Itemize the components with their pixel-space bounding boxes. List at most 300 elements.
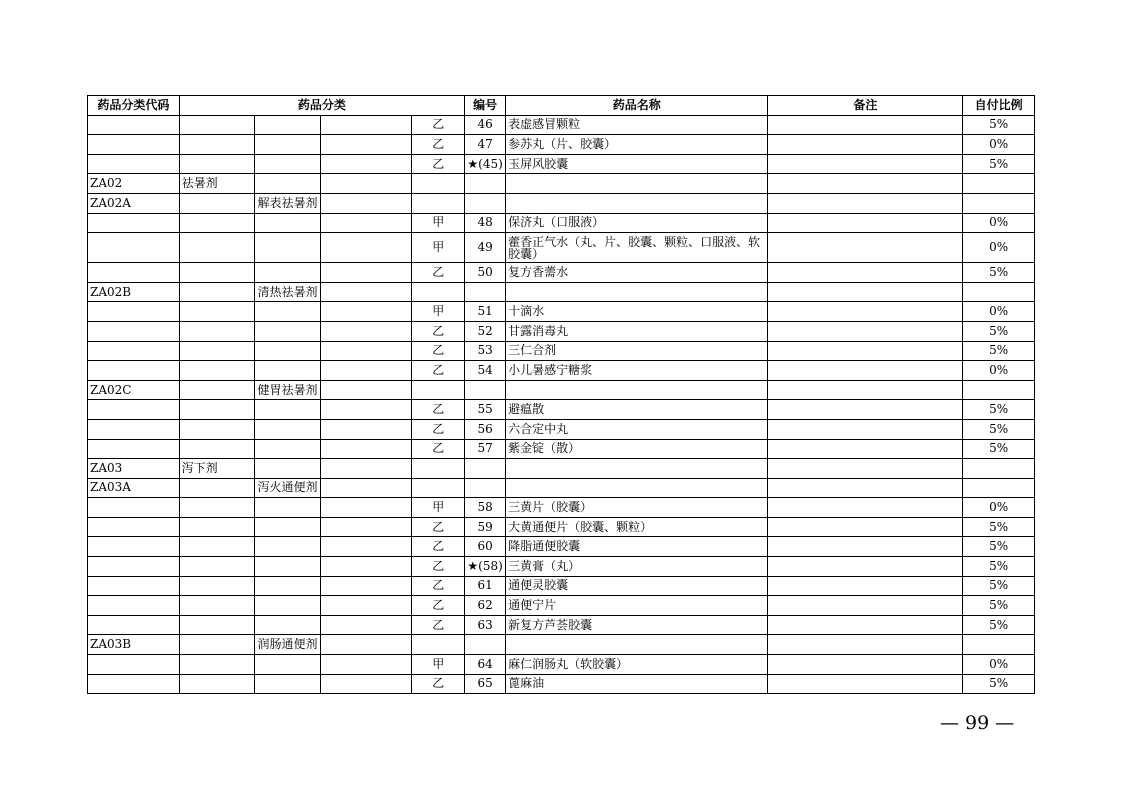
cell-grade: 乙 <box>412 576 465 596</box>
cell-category-level2 <box>255 361 320 381</box>
cell-grade: 乙 <box>412 615 465 635</box>
cell-drug-name: 复方香薷水 <box>506 263 768 283</box>
cell-category-level2 <box>255 302 320 322</box>
cell-remark <box>768 576 963 596</box>
cell-category-level2: 润肠通便剂 <box>255 635 320 655</box>
table-row <box>88 674 1035 694</box>
cell-drug-name: 十滴水 <box>506 302 768 322</box>
cell-code: ZA02B <box>88 282 180 302</box>
table-row <box>88 537 1035 557</box>
table-body <box>88 115 1035 694</box>
cell-category-level1: 泻下剂 <box>179 459 255 479</box>
cell-ratio <box>963 174 1035 194</box>
table-row <box>88 361 1035 381</box>
cell-number: 57 <box>465 439 506 459</box>
cell-category-level3 <box>320 557 412 577</box>
cell-drug-name: 蓖麻油 <box>506 674 768 694</box>
cell-remark <box>768 321 963 341</box>
cell-category-level3 <box>320 596 412 616</box>
cell-remark <box>768 478 963 498</box>
cell-ratio: 0% <box>963 233 1035 263</box>
cell-code <box>88 321 180 341</box>
cell-ratio: 5% <box>963 321 1035 341</box>
table-row <box>88 263 1035 283</box>
cell-category-level2 <box>255 115 320 135</box>
cell-category-level1 <box>179 400 255 420</box>
cell-ratio <box>963 282 1035 302</box>
cell-grade: 乙 <box>412 154 465 174</box>
table-row <box>88 321 1035 341</box>
cell-remark <box>768 115 963 135</box>
cell-number: 63 <box>465 615 506 635</box>
cell-category-level2 <box>255 213 320 233</box>
cell-number: 49 <box>465 233 506 263</box>
cell-ratio: 5% <box>963 154 1035 174</box>
cell-number: 58 <box>465 498 506 518</box>
cell-number: 52 <box>465 321 506 341</box>
cell-number: 47 <box>465 135 506 155</box>
cell-remark <box>768 213 963 233</box>
cell-drug-name: 大黄通便片（胶囊、颗粒） <box>506 517 768 537</box>
cell-category-level3 <box>320 439 412 459</box>
cell-drug-name: 避瘟散 <box>506 400 768 420</box>
cell-remark <box>768 498 963 518</box>
table-row <box>88 400 1035 420</box>
cell-grade: 甲 <box>412 655 465 675</box>
cell-drug-name <box>506 282 768 302</box>
cell-category-level2 <box>255 263 320 283</box>
cell-category-level3 <box>320 635 412 655</box>
table-row <box>88 517 1035 537</box>
cell-remark <box>768 174 963 194</box>
cell-drug-name: 保济丸（口服液） <box>506 213 768 233</box>
cell-category-level2 <box>255 557 320 577</box>
table-row <box>88 341 1035 361</box>
cell-ratio: 5% <box>963 419 1035 439</box>
cell-code <box>88 498 180 518</box>
cell-category-level1 <box>179 615 255 635</box>
cell-drug-name: 通便宁片 <box>506 596 768 616</box>
cell-category-level1 <box>179 135 255 155</box>
cell-category-level3 <box>320 400 412 420</box>
cell-category-level1 <box>179 263 255 283</box>
cell-remark <box>768 439 963 459</box>
cell-remark <box>768 400 963 420</box>
cell-number: 51 <box>465 302 506 322</box>
cell-code: ZA02A <box>88 193 180 213</box>
cell-ratio: 5% <box>963 615 1035 635</box>
cell-category-level2: 清热祛暑剂 <box>255 282 320 302</box>
cell-grade: 甲 <box>412 233 465 263</box>
cell-category-level1 <box>179 674 255 694</box>
cell-category-level2: 泻火通便剂 <box>255 478 320 498</box>
cell-code <box>88 135 180 155</box>
cell-category-level2 <box>255 498 320 518</box>
cell-number: 65 <box>465 674 506 694</box>
cell-drug-name: 新复方芦荟胶囊 <box>506 615 768 635</box>
cell-category-level1 <box>179 635 255 655</box>
cell-remark <box>768 459 963 479</box>
cell-code <box>88 615 180 635</box>
cell-category-level3 <box>320 213 412 233</box>
cell-number <box>465 478 506 498</box>
cell-ratio: 0% <box>963 361 1035 381</box>
cell-category-level3 <box>320 115 412 135</box>
cell-ratio: 0% <box>963 213 1035 233</box>
cell-drug-name: 麻仁润肠丸（软胶囊） <box>506 655 768 675</box>
cell-code: ZA02 <box>88 174 180 194</box>
cell-ratio: 5% <box>963 400 1035 420</box>
cell-code <box>88 302 180 322</box>
cell-category-level3 <box>320 459 412 479</box>
cell-code <box>88 596 180 616</box>
cell-category-level1 <box>179 498 255 518</box>
cell-category-level1: 祛暑剂 <box>179 174 255 194</box>
cell-category-level1 <box>179 419 255 439</box>
cell-drug-name: 通便灵胶囊 <box>506 576 768 596</box>
cell-remark <box>768 263 963 283</box>
cell-remark <box>768 135 963 155</box>
cell-drug-name: 玉屏风胶囊 <box>506 154 768 174</box>
cell-grade: 乙 <box>412 263 465 283</box>
cell-drug-name: 藿香正气水（丸、片、胶囊、颗粒、口服液、软胶囊） <box>506 233 768 263</box>
cell-code <box>88 233 180 263</box>
table-row <box>88 174 1035 194</box>
cell-category-level2: 健胃祛暑剂 <box>255 380 320 400</box>
cell-category-level3 <box>320 576 412 596</box>
cell-code: ZA03A <box>88 478 180 498</box>
cell-category-level2 <box>255 596 320 616</box>
cell-number: ★(45) <box>465 154 506 174</box>
table-row <box>88 135 1035 155</box>
cell-ratio: 5% <box>963 439 1035 459</box>
cell-category-level2 <box>255 321 320 341</box>
cell-grade <box>412 635 465 655</box>
cell-remark <box>768 537 963 557</box>
cell-number: 54 <box>465 361 506 381</box>
table-row <box>88 576 1035 596</box>
table-row <box>88 282 1035 302</box>
table-row <box>88 655 1035 675</box>
cell-ratio: 5% <box>963 576 1035 596</box>
cell-number: 60 <box>465 537 506 557</box>
cell-category-level2 <box>255 517 320 537</box>
cell-number: 48 <box>465 213 506 233</box>
cell-drug-name: 表虚感冒颗粒 <box>506 115 768 135</box>
cell-code <box>88 439 180 459</box>
cell-category-level3 <box>320 302 412 322</box>
cell-remark <box>768 615 963 635</box>
cell-category-level1 <box>179 380 255 400</box>
cell-number: 46 <box>465 115 506 135</box>
table-header-row <box>88 96 1035 116</box>
cell-grade: 乙 <box>412 321 465 341</box>
cell-ratio: 0% <box>963 135 1035 155</box>
cell-number: ★(58) <box>465 557 506 577</box>
header-number: 编号 <box>465 96 506 116</box>
cell-category-level1 <box>179 233 255 263</box>
cell-number <box>465 282 506 302</box>
table-row <box>88 635 1035 655</box>
cell-code <box>88 115 180 135</box>
cell-grade <box>412 459 465 479</box>
cell-category-level1 <box>179 655 255 675</box>
cell-grade: 乙 <box>412 674 465 694</box>
cell-number <box>465 380 506 400</box>
cell-grade <box>412 380 465 400</box>
cell-grade: 甲 <box>412 498 465 518</box>
cell-drug-name: 三黄片（胶囊） <box>506 498 768 518</box>
cell-code: ZA03 <box>88 459 180 479</box>
cell-code: ZA03B <box>88 635 180 655</box>
cell-category-level1 <box>179 154 255 174</box>
cell-ratio <box>963 380 1035 400</box>
cell-number <box>465 174 506 194</box>
cell-grade: 乙 <box>412 115 465 135</box>
cell-category-level2 <box>255 341 320 361</box>
cell-grade: 乙 <box>412 439 465 459</box>
cell-number: 59 <box>465 517 506 537</box>
cell-category-level1 <box>179 321 255 341</box>
cell-category-level3 <box>320 233 412 263</box>
drug-catalog-table <box>87 95 1035 694</box>
cell-category-level3 <box>320 135 412 155</box>
cell-remark <box>768 517 963 537</box>
table-row <box>88 557 1035 577</box>
cell-ratio: 5% <box>963 674 1035 694</box>
cell-remark <box>768 557 963 577</box>
cell-category-level1 <box>179 361 255 381</box>
cell-category-level3 <box>320 282 412 302</box>
cell-code <box>88 154 180 174</box>
cell-category-level2 <box>255 135 320 155</box>
cell-code <box>88 419 180 439</box>
cell-category-level3 <box>320 361 412 381</box>
cell-category-level2: 解表祛暑剂 <box>255 193 320 213</box>
cell-category-level3 <box>320 154 412 174</box>
cell-code <box>88 341 180 361</box>
cell-code <box>88 263 180 283</box>
cell-code <box>88 674 180 694</box>
cell-drug-name: 甘露消毒丸 <box>506 321 768 341</box>
cell-grade <box>412 193 465 213</box>
cell-drug-name <box>506 635 768 655</box>
cell-number: 61 <box>465 576 506 596</box>
table-row <box>88 459 1035 479</box>
cell-category-level3 <box>320 380 412 400</box>
cell-category-level1 <box>179 282 255 302</box>
header-code: 药品分类代码 <box>88 96 180 116</box>
cell-grade: 乙 <box>412 135 465 155</box>
table-row <box>88 498 1035 518</box>
cell-remark <box>768 154 963 174</box>
cell-remark <box>768 419 963 439</box>
cell-remark <box>768 635 963 655</box>
cell-code <box>88 517 180 537</box>
table-row <box>88 193 1035 213</box>
cell-remark <box>768 233 963 263</box>
cell-number: 56 <box>465 419 506 439</box>
cell-category-level1 <box>179 596 255 616</box>
cell-category-level1 <box>179 213 255 233</box>
cell-grade: 乙 <box>412 419 465 439</box>
cell-grade: 甲 <box>412 213 465 233</box>
cell-ratio: 0% <box>963 655 1035 675</box>
cell-category-level3 <box>320 615 412 635</box>
cell-remark <box>768 302 963 322</box>
cell-category-level1 <box>179 302 255 322</box>
header-remark: 备注 <box>768 96 963 116</box>
cell-remark <box>768 361 963 381</box>
table-row <box>88 302 1035 322</box>
cell-category-level2 <box>255 233 320 263</box>
cell-number: 62 <box>465 596 506 616</box>
cell-ratio: 5% <box>963 557 1035 577</box>
cell-number: 50 <box>465 263 506 283</box>
cell-category-level2 <box>255 655 320 675</box>
cell-remark <box>768 341 963 361</box>
cell-remark <box>768 596 963 616</box>
cell-category-level3 <box>320 419 412 439</box>
table-row <box>88 380 1035 400</box>
cell-category-level2 <box>255 674 320 694</box>
table-row <box>88 233 1035 263</box>
cell-grade: 乙 <box>412 557 465 577</box>
cell-grade: 乙 <box>412 596 465 616</box>
cell-code <box>88 537 180 557</box>
cell-grade: 甲 <box>412 302 465 322</box>
cell-number: 55 <box>465 400 506 420</box>
cell-ratio: 5% <box>963 537 1035 557</box>
cell-ratio <box>963 459 1035 479</box>
cell-code <box>88 557 180 577</box>
cell-grade: 乙 <box>412 341 465 361</box>
header-name: 药品名称 <box>506 96 768 116</box>
table-row <box>88 615 1035 635</box>
cell-ratio: 0% <box>963 498 1035 518</box>
cell-category-level3 <box>320 498 412 518</box>
cell-remark <box>768 282 963 302</box>
cell-number <box>465 193 506 213</box>
cell-category-level1 <box>179 115 255 135</box>
cell-grade: 乙 <box>412 400 465 420</box>
cell-category-level1 <box>179 576 255 596</box>
cell-category-level3 <box>320 655 412 675</box>
cell-grade <box>412 282 465 302</box>
cell-number <box>465 635 506 655</box>
cell-drug-name: 三仁合剂 <box>506 341 768 361</box>
cell-ratio: 5% <box>963 115 1035 135</box>
cell-category-level2 <box>255 439 320 459</box>
cell-category-level2 <box>255 459 320 479</box>
cell-category-level3 <box>320 174 412 194</box>
cell-ratio: 5% <box>963 263 1035 283</box>
cell-category-level2 <box>255 174 320 194</box>
cell-drug-name <box>506 380 768 400</box>
cell-grade: 乙 <box>412 537 465 557</box>
cell-category-level1 <box>179 478 255 498</box>
cell-ratio <box>963 193 1035 213</box>
cell-category-level1 <box>179 193 255 213</box>
cell-code <box>88 213 180 233</box>
cell-drug-name: 小儿暑感宁糖浆 <box>506 361 768 381</box>
cell-drug-name <box>506 478 768 498</box>
cell-category-level3 <box>320 263 412 283</box>
cell-remark <box>768 674 963 694</box>
cell-category-level1 <box>179 439 255 459</box>
cell-category-level1 <box>179 557 255 577</box>
cell-grade: 乙 <box>412 517 465 537</box>
cell-number: 64 <box>465 655 506 675</box>
cell-grade: 乙 <box>412 361 465 381</box>
cell-category-level1 <box>179 517 255 537</box>
cell-category-level3 <box>320 478 412 498</box>
header-ratio: 自付比例 <box>963 96 1035 116</box>
cell-remark <box>768 655 963 675</box>
cell-category-level3 <box>320 341 412 361</box>
cell-ratio: 5% <box>963 517 1035 537</box>
table-row <box>88 154 1035 174</box>
cell-drug-name <box>506 174 768 194</box>
table-row <box>88 419 1035 439</box>
cell-category-level2 <box>255 400 320 420</box>
cell-code <box>88 655 180 675</box>
cell-ratio: 5% <box>963 341 1035 361</box>
table-row <box>88 213 1035 233</box>
cell-drug-name: 六合定中丸 <box>506 419 768 439</box>
table-row <box>88 115 1035 135</box>
cell-category-level2 <box>255 154 320 174</box>
cell-category-level2 <box>255 615 320 635</box>
cell-drug-name: 降脂通便胶囊 <box>506 537 768 557</box>
cell-drug-name <box>506 193 768 213</box>
cell-ratio <box>963 478 1035 498</box>
cell-remark <box>768 193 963 213</box>
cell-ratio: 0% <box>963 302 1035 322</box>
cell-code <box>88 576 180 596</box>
cell-drug-name: 三黄膏（丸） <box>506 557 768 577</box>
cell-category-level1 <box>179 537 255 557</box>
cell-drug-name: 紫金锭（散） <box>506 439 768 459</box>
cell-code <box>88 361 180 381</box>
page-number: — 99 — <box>940 712 1015 734</box>
cell-code: ZA02C <box>88 380 180 400</box>
table-row <box>88 439 1035 459</box>
cell-number: 53 <box>465 341 506 361</box>
cell-ratio <box>963 635 1035 655</box>
table-row <box>88 478 1035 498</box>
cell-number <box>465 459 506 479</box>
cell-grade <box>412 478 465 498</box>
cell-category-level1 <box>179 341 255 361</box>
cell-drug-name <box>506 459 768 479</box>
cell-category-level2 <box>255 419 320 439</box>
cell-category-level3 <box>320 517 412 537</box>
cell-category-level2 <box>255 537 320 557</box>
cell-remark <box>768 380 963 400</box>
cell-drug-name: 参苏丸（片、胶囊） <box>506 135 768 155</box>
table-row <box>88 596 1035 616</box>
header-category: 药品分类 <box>179 96 464 116</box>
cell-grade <box>412 174 465 194</box>
cell-category-level3 <box>320 321 412 341</box>
cell-category-level3 <box>320 193 412 213</box>
cell-category-level3 <box>320 537 412 557</box>
cell-category-level2 <box>255 576 320 596</box>
cell-code <box>88 400 180 420</box>
cell-category-level3 <box>320 674 412 694</box>
cell-ratio: 5% <box>963 596 1035 616</box>
